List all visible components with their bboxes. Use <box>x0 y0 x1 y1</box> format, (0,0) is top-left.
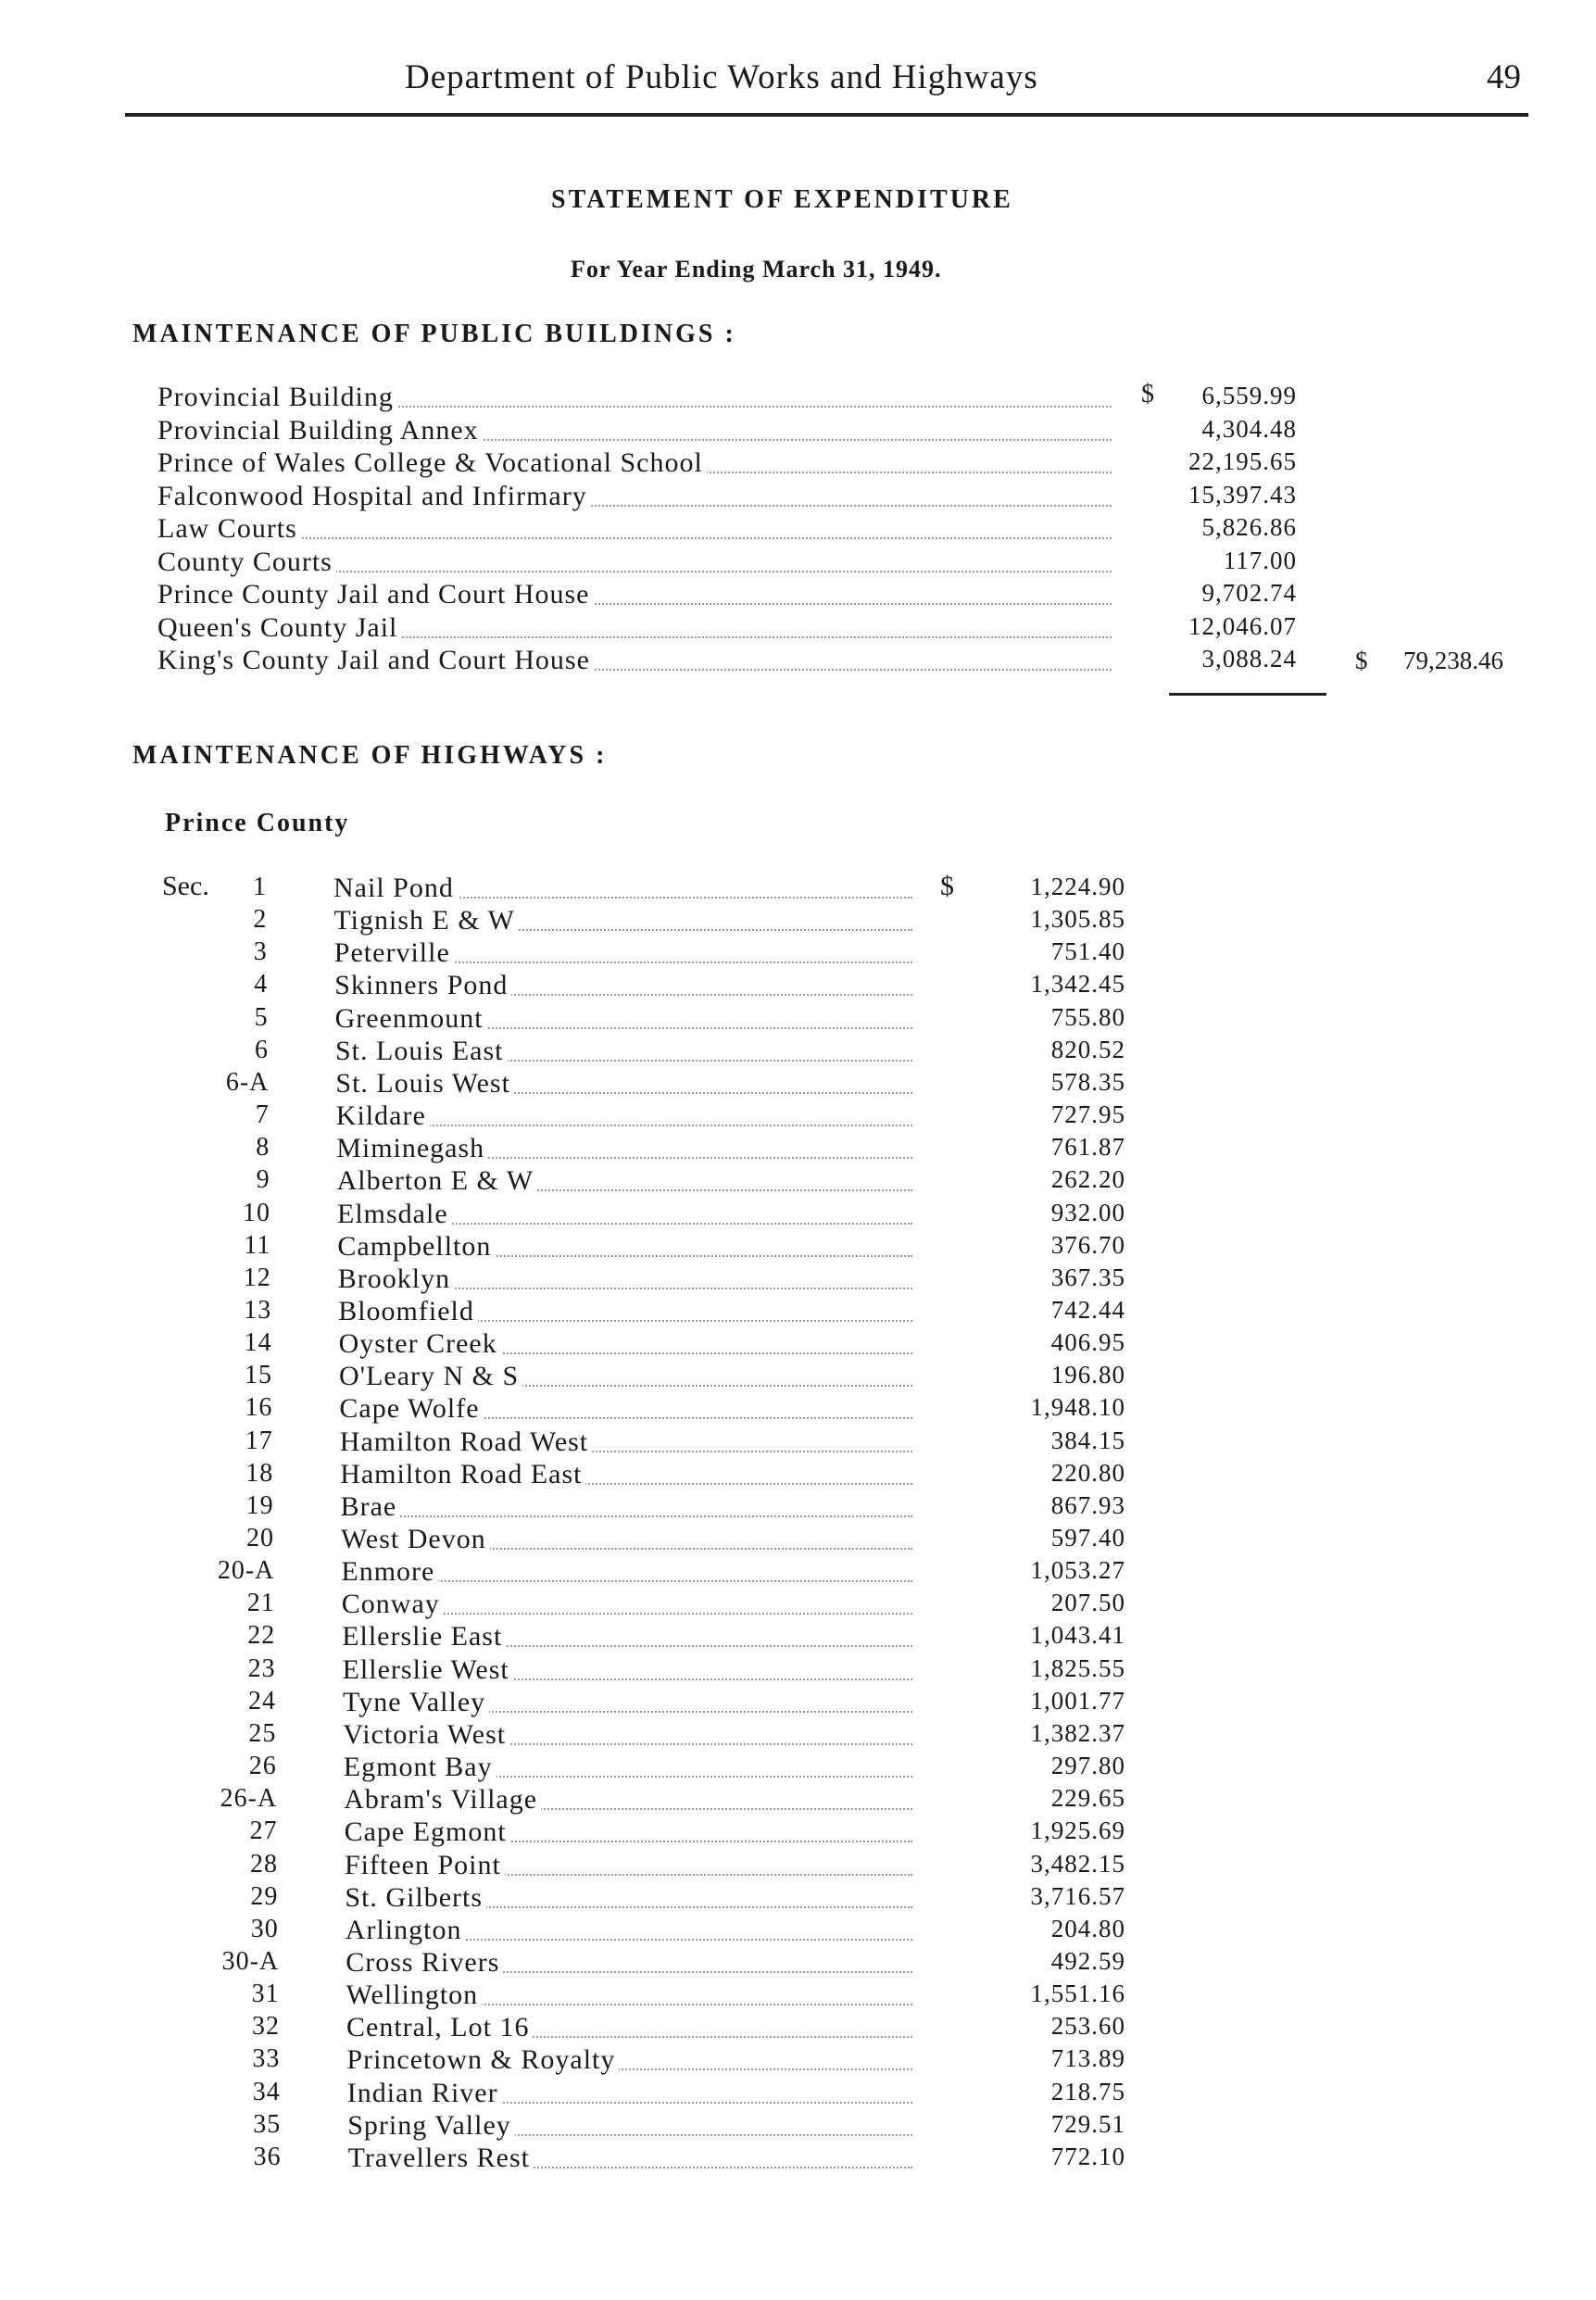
building-name: Law Courts <box>157 513 301 545</box>
statement-title: STATEMENT OF EXPENDITURE <box>551 185 1013 214</box>
section-name: Tignish E & W <box>333 905 519 936</box>
section-row <box>162 1133 1144 1166</box>
section-amount: 220.80 <box>1050 1458 1125 1487</box>
header-rule <box>125 113 1528 117</box>
section-name: Abram's Village <box>344 1784 541 1816</box>
section-row <box>162 2078 1144 2111</box>
section-name: Cape Wolfe <box>339 1393 483 1425</box>
section-amount: 207.50 <box>1050 1589 1125 1617</box>
section-number: 3 <box>253 937 268 967</box>
section-row <box>162 1296 1144 1329</box>
building-row <box>157 382 1334 415</box>
section-name: Arlington <box>346 1915 466 1946</box>
section-number: 5 <box>254 1002 269 1032</box>
buildings-total-rule <box>1169 693 1326 696</box>
section-number: 29 <box>250 1881 279 1911</box>
building-row <box>157 579 1334 612</box>
section-row <box>162 1100 1144 1134</box>
building-name: County Courts <box>157 547 336 578</box>
section-row <box>162 1784 1144 1817</box>
section-number: 6 <box>255 1035 269 1064</box>
section-row <box>162 1850 1144 1883</box>
building-amount: 22,195.65 <box>1188 447 1297 475</box>
building-name: Prince County Jail and Court House <box>157 579 593 610</box>
section-number: 20-A <box>217 1556 275 1586</box>
section-amount: 253.60 <box>1050 2012 1125 2041</box>
section-number: 15 <box>245 1361 272 1390</box>
section-row <box>162 905 1144 938</box>
building-name: Provincial Building <box>157 382 397 413</box>
building-row <box>157 513 1334 547</box>
section-row <box>162 1947 1144 1980</box>
section-row <box>162 873 1144 906</box>
section-row <box>162 1719 1144 1753</box>
buildings-dollar-sign: $ <box>1141 380 1154 408</box>
section-amount: 492.59 <box>1050 1946 1125 1975</box>
building-name: Prince of Wales College & Vocational School <box>157 447 707 479</box>
section-amount: 1,382.37 <box>1030 1718 1125 1747</box>
section-amount: 297.80 <box>1050 1752 1125 1780</box>
section-name: Hamilton Road West <box>340 1427 592 1458</box>
section-number: 30-A <box>221 1946 280 1976</box>
building-name: Provincial Building Annex <box>157 415 483 446</box>
section-amount: 1,053.27 <box>1030 1556 1125 1585</box>
section-amount: 932.00 <box>1050 1198 1125 1226</box>
section-name: Spring Valley <box>347 2110 515 2142</box>
building-amount: 6,559.99 <box>1201 382 1297 409</box>
section-name: Cross Rivers <box>346 1947 503 1979</box>
section-amount: 3,482.15 <box>1030 1849 1125 1878</box>
highways-heading: MAINTENANCE OF HIGHWAYS : <box>132 741 608 770</box>
statement-subtitle: For Year Ending March 31, 1949. <box>571 256 942 283</box>
section-name: Hamilton Road East <box>340 1459 585 1490</box>
section-number: 30 <box>250 1914 279 1943</box>
section-amount: 597.40 <box>1050 1524 1125 1552</box>
section-amount: 578.35 <box>1050 1067 1125 1096</box>
section-row <box>162 2012 1144 2045</box>
section-row <box>162 1328 1144 1362</box>
section-number: 10 <box>243 1198 270 1227</box>
section-number: 26 <box>248 1752 277 1781</box>
section-name: Campbellton <box>337 1231 495 1263</box>
section-name: Fifteen Point <box>345 1850 505 1881</box>
section-name: St. Louis East <box>335 1036 508 1067</box>
building-row <box>157 612 1334 646</box>
section-row <box>162 1687 1144 1720</box>
section-number: 35 <box>253 2109 282 2139</box>
section-number: 28 <box>250 1849 278 1879</box>
building-amount: 117.00 <box>1223 546 1297 574</box>
section-amount: 729.51 <box>1050 2109 1125 2138</box>
section-amount: 761.87 <box>1050 1133 1125 1162</box>
section-row <box>162 2044 1144 2078</box>
county-heading: Prince County <box>165 809 350 837</box>
section-amount: 3,716.57 <box>1030 1881 1125 1910</box>
section-name: Greenmount <box>335 1003 487 1035</box>
section-number: 13 <box>244 1295 272 1325</box>
section-amount: 772.10 <box>1050 2142 1125 2170</box>
section-name: Enmore <box>341 1556 438 1588</box>
building-name: Queen's County Jail <box>157 612 401 644</box>
section-number: 9 <box>256 1165 270 1195</box>
running-header <box>0 57 1596 104</box>
section-number: 26-A <box>220 1784 278 1814</box>
section-number: 19 <box>245 1490 274 1520</box>
section-number: 22 <box>247 1621 276 1651</box>
section-row <box>162 1816 1144 1850</box>
section-amount: 867.93 <box>1050 1490 1125 1519</box>
building-amount: 5,826.86 <box>1201 513 1297 541</box>
section-row <box>162 970 1144 1003</box>
page-number: 49 <box>1487 58 1521 96</box>
section-amount: 727.95 <box>1050 1100 1125 1129</box>
section-row <box>162 2110 1144 2143</box>
section-name: Alberton E & W <box>337 1165 538 1197</box>
building-name: King's County Jail and Court House <box>157 645 594 676</box>
section-amount: 1,825.55 <box>1030 1653 1125 1682</box>
section-row <box>162 1361 1144 1394</box>
section-number: 14 <box>244 1328 272 1358</box>
building-row <box>157 415 1334 448</box>
section-amount: 1,043.41 <box>1030 1621 1125 1650</box>
section-name: West Devon <box>341 1524 490 1555</box>
section-amount: 367.35 <box>1050 1263 1125 1291</box>
section-amount: 1,001.77 <box>1030 1686 1125 1715</box>
section-number: 25 <box>248 1718 277 1748</box>
section-number: 12 <box>243 1263 271 1292</box>
section-number: 33 <box>252 2044 281 2074</box>
section-name: Egmont Bay <box>344 1752 496 1783</box>
section-row <box>162 1068 1144 1101</box>
section-amount: 1,948.10 <box>1030 1393 1125 1422</box>
section-row <box>162 1427 1144 1460</box>
section-amount: 751.40 <box>1050 937 1125 966</box>
section-name: Oyster Creek <box>339 1328 501 1360</box>
section-name: Kildare <box>336 1100 430 1132</box>
section-number: 21 <box>246 1589 275 1618</box>
section-name: Brae <box>341 1491 401 1523</box>
section-name: O'Leary N & S <box>339 1361 522 1392</box>
building-row <box>157 447 1334 481</box>
section-number: 2 <box>253 905 268 935</box>
section-name: Nail Pond <box>333 873 458 904</box>
section-number: 32 <box>252 2012 280 2042</box>
section-name: Cape Egmont <box>345 1816 510 1848</box>
section-name: Travellers Rest <box>348 2143 534 2174</box>
section-row <box>162 1556 1144 1590</box>
highways-dollar-sign: $ <box>940 871 954 901</box>
section-row <box>162 1621 1144 1654</box>
leader-dots <box>346 1515 912 1517</box>
section-row <box>162 1459 1144 1492</box>
section-number: 1 <box>253 873 267 901</box>
section-amount: 262.20 <box>1050 1165 1125 1194</box>
section-number: 31 <box>251 1980 280 2009</box>
buildings-total: 79,238.46 <box>1403 647 1503 674</box>
section-name: Central, Lot 16 <box>346 2012 533 2043</box>
section-amount: 755.80 <box>1050 1002 1125 1031</box>
section-row <box>162 1231 1144 1264</box>
section-name: Wellington <box>346 1980 483 2011</box>
section-name: St. Louis West <box>335 1068 514 1100</box>
section-row <box>162 937 1144 971</box>
section-number: 7 <box>255 1100 270 1130</box>
section-name: Elmsdale <box>337 1199 452 1230</box>
section-number: 17 <box>245 1426 273 1455</box>
building-row <box>157 547 1334 580</box>
section-amount: 229.65 <box>1050 1784 1125 1813</box>
section-row <box>162 1491 1144 1525</box>
building-name: Falconwood Hospital and Infirmary <box>157 481 591 512</box>
section-name: Skinners Pond <box>334 970 511 1001</box>
buildings-total-dollar-sign: $ <box>1355 647 1368 674</box>
section-row <box>162 1882 1144 1916</box>
building-amount: 15,397.43 <box>1188 480 1297 509</box>
section-amount: 713.89 <box>1050 2044 1125 2073</box>
section-name: Brooklyn <box>338 1263 454 1295</box>
section-number: 34 <box>252 2077 281 2106</box>
section-number: 6-A <box>225 1067 270 1097</box>
section-number: 16 <box>245 1393 273 1423</box>
section-row <box>162 2143 1144 2176</box>
section-row <box>162 1393 1144 1427</box>
section-number: 24 <box>248 1686 276 1716</box>
building-row <box>157 481 1334 514</box>
building-amount: 3,088.24 <box>1201 645 1297 672</box>
section-row <box>162 1003 1144 1037</box>
section-amount: 820.52 <box>1050 1035 1125 1063</box>
section-amount: 376.70 <box>1050 1230 1125 1259</box>
section-row <box>162 1036 1144 1069</box>
section-row <box>162 1752 1144 1785</box>
section-row <box>162 1199 1144 1232</box>
section-amount: 1,925.69 <box>1030 1816 1125 1845</box>
section-amount: 1,224.90 <box>1030 873 1125 900</box>
section-row <box>162 1263 1144 1297</box>
building-amount: 4,304.48 <box>1201 414 1297 443</box>
section-name: Tyne Valley <box>343 1687 489 1718</box>
buildings-heading: MAINTENANCE OF PUBLIC BUILDINGS : <box>132 320 736 348</box>
section-row <box>162 1915 1144 1948</box>
section-amount: 1,305.85 <box>1030 905 1125 934</box>
section-row <box>162 1524 1144 1557</box>
section-name: Victoria West <box>343 1719 509 1751</box>
section-amount: 1,551.16 <box>1030 1980 1125 2008</box>
section-name: Bloomfield <box>338 1296 478 1327</box>
section-number: 4 <box>254 970 269 999</box>
section-amount: 1,342.45 <box>1030 970 1125 999</box>
section-row <box>162 1589 1144 1622</box>
section-name: St. Gilberts <box>345 1882 486 1914</box>
section-number: 8 <box>256 1133 270 1163</box>
section-amount: 384.15 <box>1050 1426 1125 1454</box>
section-row <box>162 1165 1144 1199</box>
section-amount: 218.75 <box>1050 2077 1125 2105</box>
section-amount: 204.80 <box>1050 1914 1125 1942</box>
section-number: 11 <box>244 1230 271 1260</box>
section-name: Peterville <box>334 937 454 969</box>
building-amount: 9,702.74 <box>1201 579 1297 607</box>
section-name: Princetown & Royalty <box>346 2044 619 2076</box>
section-number: 18 <box>245 1458 274 1488</box>
section-name: Ellerslie East <box>342 1621 506 1653</box>
section-row <box>162 1980 1144 2013</box>
header-title: Department of Public Works and Highways <box>405 58 1038 96</box>
section-number: 27 <box>249 1816 278 1846</box>
building-amount: 12,046.07 <box>1188 611 1297 640</box>
section-number: 23 <box>247 1653 276 1683</box>
section-amount: 406.95 <box>1050 1328 1125 1357</box>
section-number: 20 <box>246 1524 274 1552</box>
section-amount: 196.80 <box>1050 1361 1125 1389</box>
section-amount: 742.44 <box>1050 1295 1125 1324</box>
section-name: Indian River <box>347 2078 502 2109</box>
section-number: 36 <box>253 2142 282 2171</box>
sec-label: Sec. <box>162 871 209 901</box>
section-name: Miminegash <box>336 1133 488 1164</box>
section-name: Ellerslie West <box>343 1654 513 1686</box>
section-row <box>162 1654 1144 1688</box>
section-name: Conway <box>342 1589 444 1620</box>
building-row <box>157 645 1334 678</box>
